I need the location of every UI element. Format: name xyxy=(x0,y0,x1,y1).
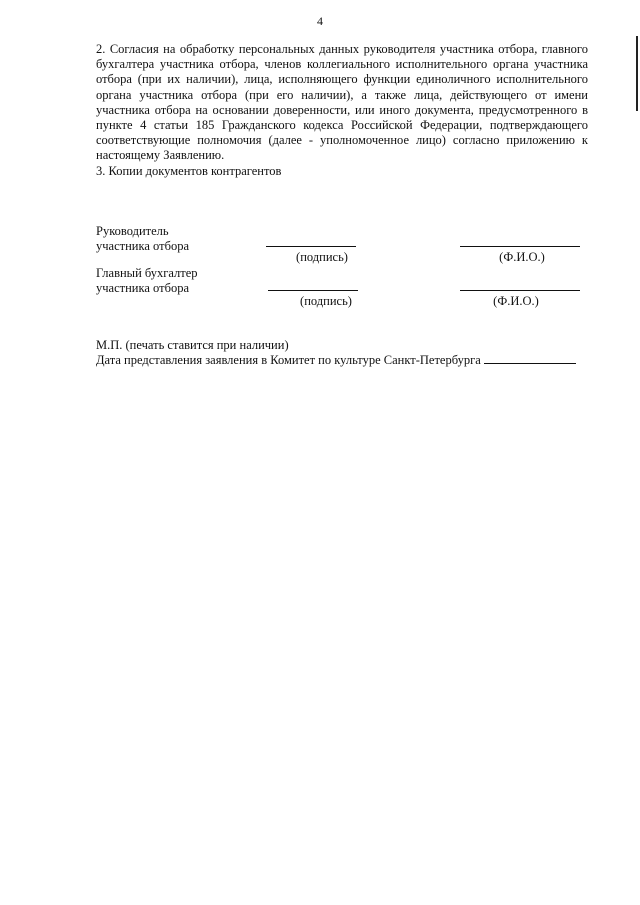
date-submission-label: Дата представления заявления в Комитет по культуре Санкт-Петербурга xyxy=(96,353,481,367)
date-blank-line xyxy=(484,353,576,364)
list-item-consents: 2. Согласия на обработку персональных данных руководителя участника отбора, главного бухгалтера участника отбора, членов коллегиального исполнительного органа участника отбора (при их наличии), лица, исполняющего функции единоличного исполнительного органа участника отбора (при его наличии), а также лица, действующего от имени участника отбора на основании доверенности, или иного документа, предусмотренного в пункте 4 статьи 185 Гражданского кодекса Российской Федерации, подтверждающего соответствующие полномочия (далее - уполномоченное лицо) согласно приложению к настоящему Заявлению. xyxy=(96,42,588,163)
accountant-title-line2: участника отбора xyxy=(96,281,189,295)
head-title-line2: участника отбора xyxy=(96,239,189,253)
signature-block-accountant xyxy=(96,266,596,296)
accountant-title-line1: Главный бухгалтер xyxy=(96,266,198,280)
stamp-note: М.П. (печать ставится при наличии) xyxy=(96,338,289,352)
head-signature-line xyxy=(266,246,356,247)
head-fio-caption: (Ф.И.О.) xyxy=(499,250,545,264)
page-edge-mark xyxy=(636,36,638,111)
accountant-signature-caption: (подпись) xyxy=(300,294,352,308)
accountant-fio-line xyxy=(460,290,580,291)
document-body xyxy=(96,42,588,179)
head-fio-line xyxy=(460,246,580,247)
date-submission-row xyxy=(96,353,596,368)
document-footer xyxy=(96,338,596,368)
head-title-line1: Руководитель xyxy=(96,224,169,238)
accountant-fio-caption: (Ф.И.О.) xyxy=(493,294,539,308)
page-number: 4 xyxy=(317,14,323,28)
head-signature-caption: (подпись) xyxy=(296,250,348,264)
accountant-signature-line xyxy=(268,290,358,291)
list-item-copies: 3. Копии документов контрагентов xyxy=(96,163,282,178)
